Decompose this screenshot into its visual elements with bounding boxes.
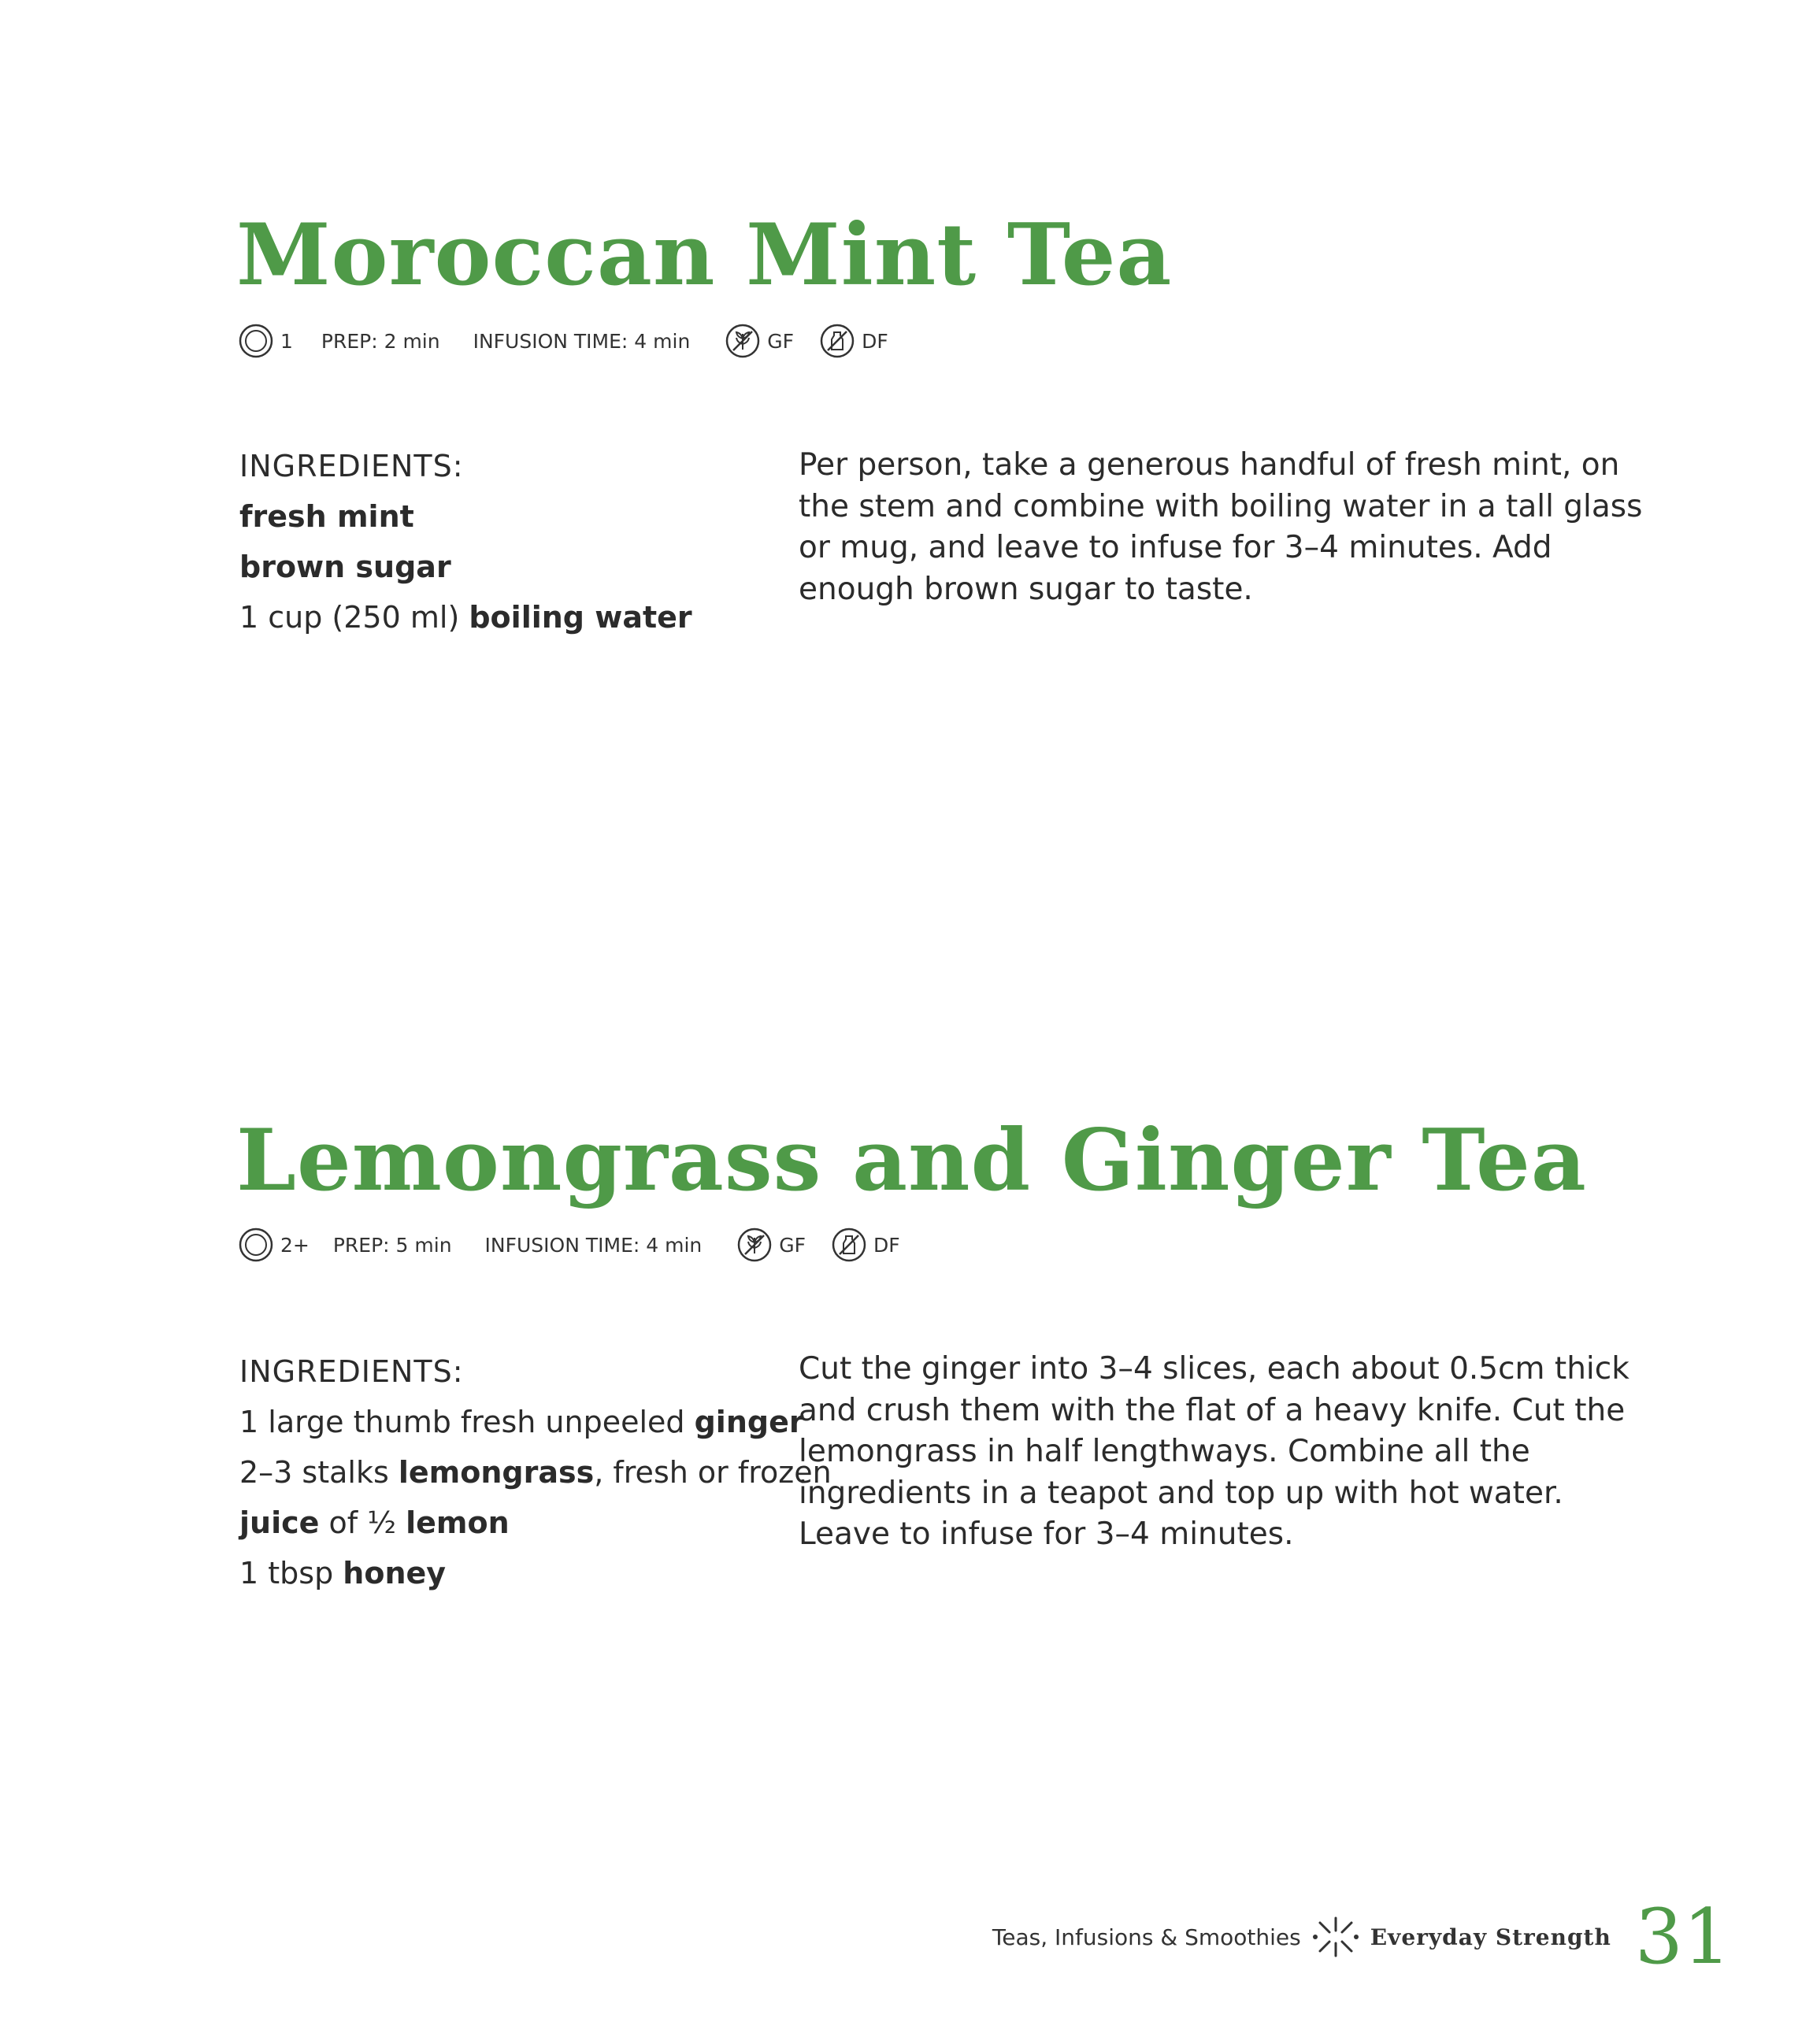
infusion-time: INFUSION TIME: 4 min bbox=[484, 1233, 703, 1257]
servings-count: 1 bbox=[280, 329, 293, 353]
page-footer bbox=[992, 1893, 1731, 1981]
method-text: Cut the ginger into 3–4 slices, each about 0.5cm thick and crush them with the flat of a heavy knife. Cut the lemongrass in half lengthways. Combine all the ingredients in a teapot and top up with hot water. Leave to infuse for 3–4 minutes. bbox=[799, 1351, 1629, 1552]
ingredient-item: 1 tbsp honey bbox=[239, 1556, 447, 1590]
ingredient-item: brown sugar bbox=[239, 550, 451, 584]
footer-section-title: Teas, Infusions & Smoothies bbox=[992, 1924, 1301, 1950]
footer-book-title: Everyday Strength bbox=[1370, 1924, 1611, 1950]
infusion-time: INFUSION TIME: 4 min bbox=[473, 329, 691, 353]
ingredients-heading: INGREDIENTS: bbox=[239, 1354, 464, 1389]
dairy-free-icon bbox=[819, 323, 855, 359]
gf-label: GF bbox=[779, 1233, 806, 1257]
ingredient-item: 1 cup (250 ml) boiling water bbox=[239, 600, 692, 635]
gluten-free-icon bbox=[736, 1227, 773, 1263]
gluten-free-icon bbox=[725, 323, 761, 359]
servings-icon bbox=[238, 323, 274, 359]
servings-icon bbox=[238, 1227, 274, 1263]
ingredient-item: 2–3 stalks lemongrass, fresh or frozen bbox=[239, 1455, 832, 1490]
ingredient-item: fresh mint bbox=[239, 499, 414, 534]
servings-count: 2+ bbox=[280, 1233, 310, 1257]
ingredients-list bbox=[239, 441, 692, 642]
prep-time: PREP: 2 min bbox=[321, 329, 440, 353]
asterisk-star-icon bbox=[1312, 1913, 1359, 1961]
method-text: Per person, take a generous handful of fresh mint, on the stem and combine with boiling water in a tall glass or mug, and leave to infuse for 3–4 minutes. Add enough brown sugar to taste. bbox=[799, 447, 1643, 607]
recipe-meta bbox=[238, 1227, 900, 1263]
recipe-meta bbox=[238, 323, 888, 359]
ingredient-item: juice of ½ lemon bbox=[239, 1505, 510, 1540]
ingredient-item: 1 large thumb fresh unpeeled ginger bbox=[239, 1405, 804, 1439]
recipe-title: Lemongrass and Ginger Tea bbox=[236, 1111, 1587, 1210]
df-label: DF bbox=[862, 329, 888, 353]
df-label: DF bbox=[873, 1233, 900, 1257]
recipe-title: Moroccan Mint Tea bbox=[236, 206, 1173, 305]
ingredients-heading: INGREDIENTS: bbox=[239, 449, 464, 483]
dairy-free-icon bbox=[831, 1227, 867, 1263]
ingredients-list bbox=[239, 1346, 832, 1598]
gf-label: GF bbox=[767, 329, 795, 353]
page-number: 31 bbox=[1634, 1893, 1731, 1981]
prep-time: PREP: 5 min bbox=[332, 1233, 452, 1257]
